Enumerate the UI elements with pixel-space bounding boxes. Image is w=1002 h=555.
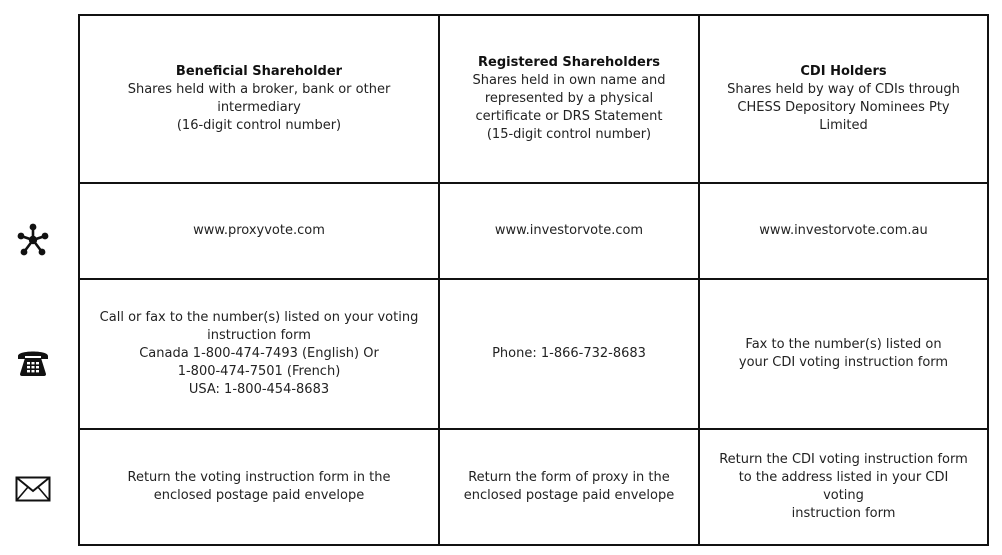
mail-line: Return the CDI voting instruction form: [719, 452, 968, 467]
mail-line: Return the voting instruction form in the: [127, 470, 391, 485]
mail-line: enclosed postage paid envelope: [153, 488, 365, 503]
phone-line: Call or fax to the number(s) listed on your voting: [99, 310, 419, 325]
header-line: CHESS Depository Nominees Pty: [737, 100, 950, 115]
icon-column: [0, 0, 78, 555]
beneficial-mail-cell: [79, 429, 439, 545]
envelope-icon: [14, 470, 52, 508]
header-title: CDI Holders: [800, 64, 887, 79]
mail-line: to the address listed in your CDI voting: [738, 470, 949, 503]
header-line: intermediary: [217, 100, 301, 115]
voting-methods-table: [78, 14, 989, 546]
phone-row: [79, 279, 988, 429]
mail-line: enclosed postage paid envelope: [463, 488, 675, 503]
phone-line: Phone: 1-866-732-8683: [492, 346, 646, 361]
proxyvote-link[interactable]: www.proxyvote.com: [193, 223, 325, 238]
network-icon: [14, 221, 52, 259]
header-line: Limited: [819, 118, 868, 133]
header-row: [79, 15, 988, 183]
registered-web-cell: [439, 183, 699, 279]
cdi-web-cell: [699, 183, 988, 279]
beneficial-shareholder-header: [79, 15, 439, 183]
header-line: Shares held with a broker, bank or other: [127, 82, 391, 97]
cdi-phone-cell: [699, 279, 988, 429]
phone-line: Fax to the number(s) listed on: [745, 337, 942, 352]
phone-line: 1-800-474-7501 (French): [177, 364, 341, 379]
header-line: Shares held by way of CDIs through: [727, 82, 960, 97]
registered-shareholders-header: [439, 15, 699, 183]
cdi-holders-header: [699, 15, 988, 183]
phone-line: Canada 1-800-474-7493 (English) Or: [139, 346, 379, 361]
header-title: Registered Shareholders: [478, 55, 660, 70]
beneficial-web-cell: [79, 183, 439, 279]
beneficial-phone-cell: [79, 279, 439, 429]
registered-phone-cell: [439, 279, 699, 429]
web-row: [79, 183, 988, 279]
investorvote-link[interactable]: www.investorvote.com: [494, 223, 644, 238]
investorvote-au-link[interactable]: www.investorvote.com.au: [759, 223, 928, 238]
header-line: certificate or DRS Statement: [475, 109, 663, 124]
header-line: Shares held in own name and: [472, 73, 666, 88]
telephone-icon: [14, 343, 52, 381]
cdi-mail-cell: [699, 429, 988, 545]
mail-line: instruction form: [791, 506, 896, 521]
mail-line: Return the form of proxy in the: [468, 470, 670, 485]
phone-line: USA: 1-800-454-8683: [188, 382, 330, 397]
header-line: (16-digit control number): [176, 118, 342, 133]
mail-row: [79, 429, 988, 545]
registered-mail-cell: [439, 429, 699, 545]
phone-line: your CDI voting instruction form: [738, 355, 949, 370]
header-title: Beneficial Shareholder: [175, 64, 343, 79]
header-line: represented by a physical: [484, 91, 654, 106]
phone-line: instruction form: [207, 328, 311, 343]
header-line: (15-digit control number): [486, 127, 652, 142]
